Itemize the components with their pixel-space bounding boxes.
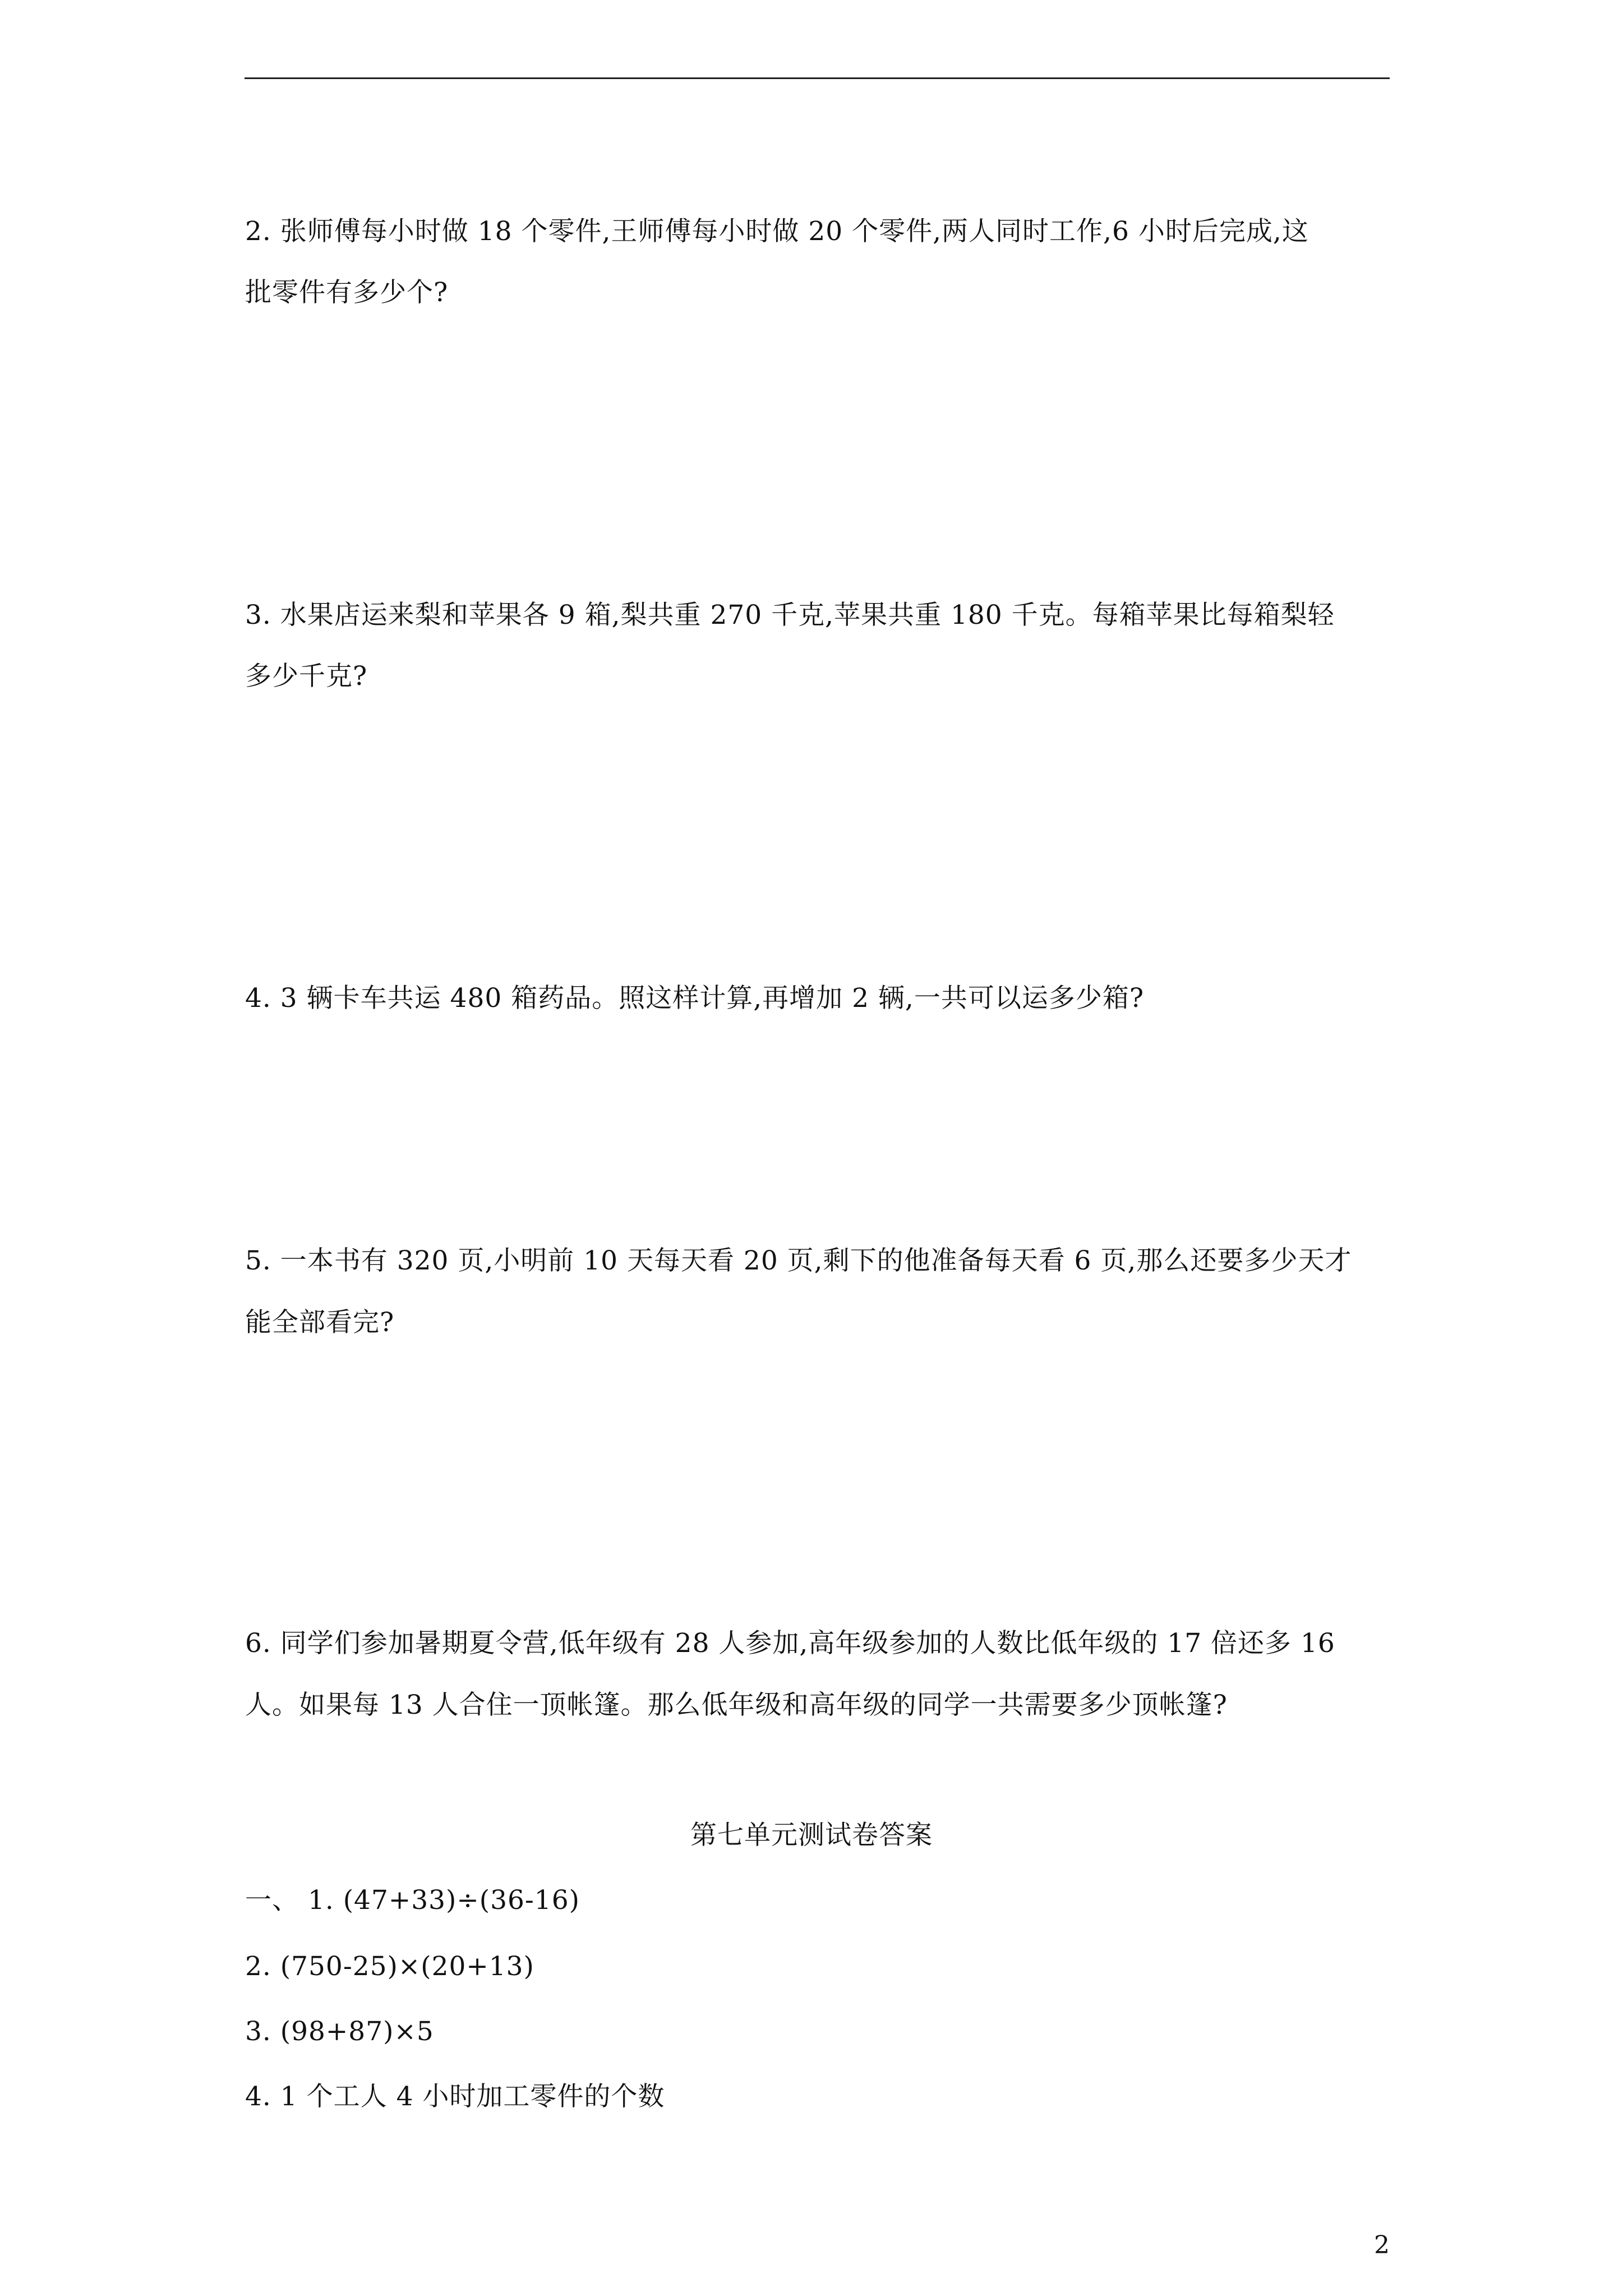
answer-item-2: 2. (750-25)×(20+13) (245, 1951, 534, 1982)
question-5-line-2: 能全部看完? (245, 1307, 395, 1338)
question-6-line-2: 人。如果每 13 人合住一顶帐篷。那么低年级和高年级的同学一共需要多少顶帐篷? (245, 1690, 1228, 1720)
header-rule (245, 77, 1390, 79)
page-number: 2 (1374, 2231, 1390, 2260)
answer-item-1: 一、 1. (47+33)÷(36-16) (245, 1885, 580, 1916)
answer-item-4: 4. 1 个工人 4 小时加工零件的个数 (245, 2081, 665, 2112)
answers-title: 第七单元测试卷答案 (690, 1820, 933, 1851)
answer-item-3: 3. (98+87)×5 (245, 2016, 434, 2047)
question-5-line-1: 5. 一本书有 320 页,小明前 10 天每天看 20 页,剩下的他准备每天看 6 页,那么还要多少天才 (245, 1245, 1352, 1276)
question-6-line-1: 6. 同学们参加暑期夏令营,低年级有 28 人参加,高年级参加的人数比低年级的 17 倍还多 16 (245, 1628, 1335, 1659)
question-3-line-1: 3. 水果店运来梨和苹果各 9 箱,梨共重 270 千克,苹果共重 180 千克。每箱苹果比每箱梨轻 (245, 600, 1335, 631)
question-4-line-1: 4. 3 辆卡车共运 480 箱药品。照这样计算,再增加 2 辆,一共可以运多少箱? (245, 983, 1145, 1014)
question-2-line-1: 2. 张师傅每小时做 18 个零件,王师傅每小时做 20 个零件,两人同时工作,6 小时后完成,这 (245, 216, 1309, 247)
question-2-line-2: 批零件有多少个? (245, 277, 449, 308)
question-3-line-2: 多少千克? (245, 661, 368, 692)
